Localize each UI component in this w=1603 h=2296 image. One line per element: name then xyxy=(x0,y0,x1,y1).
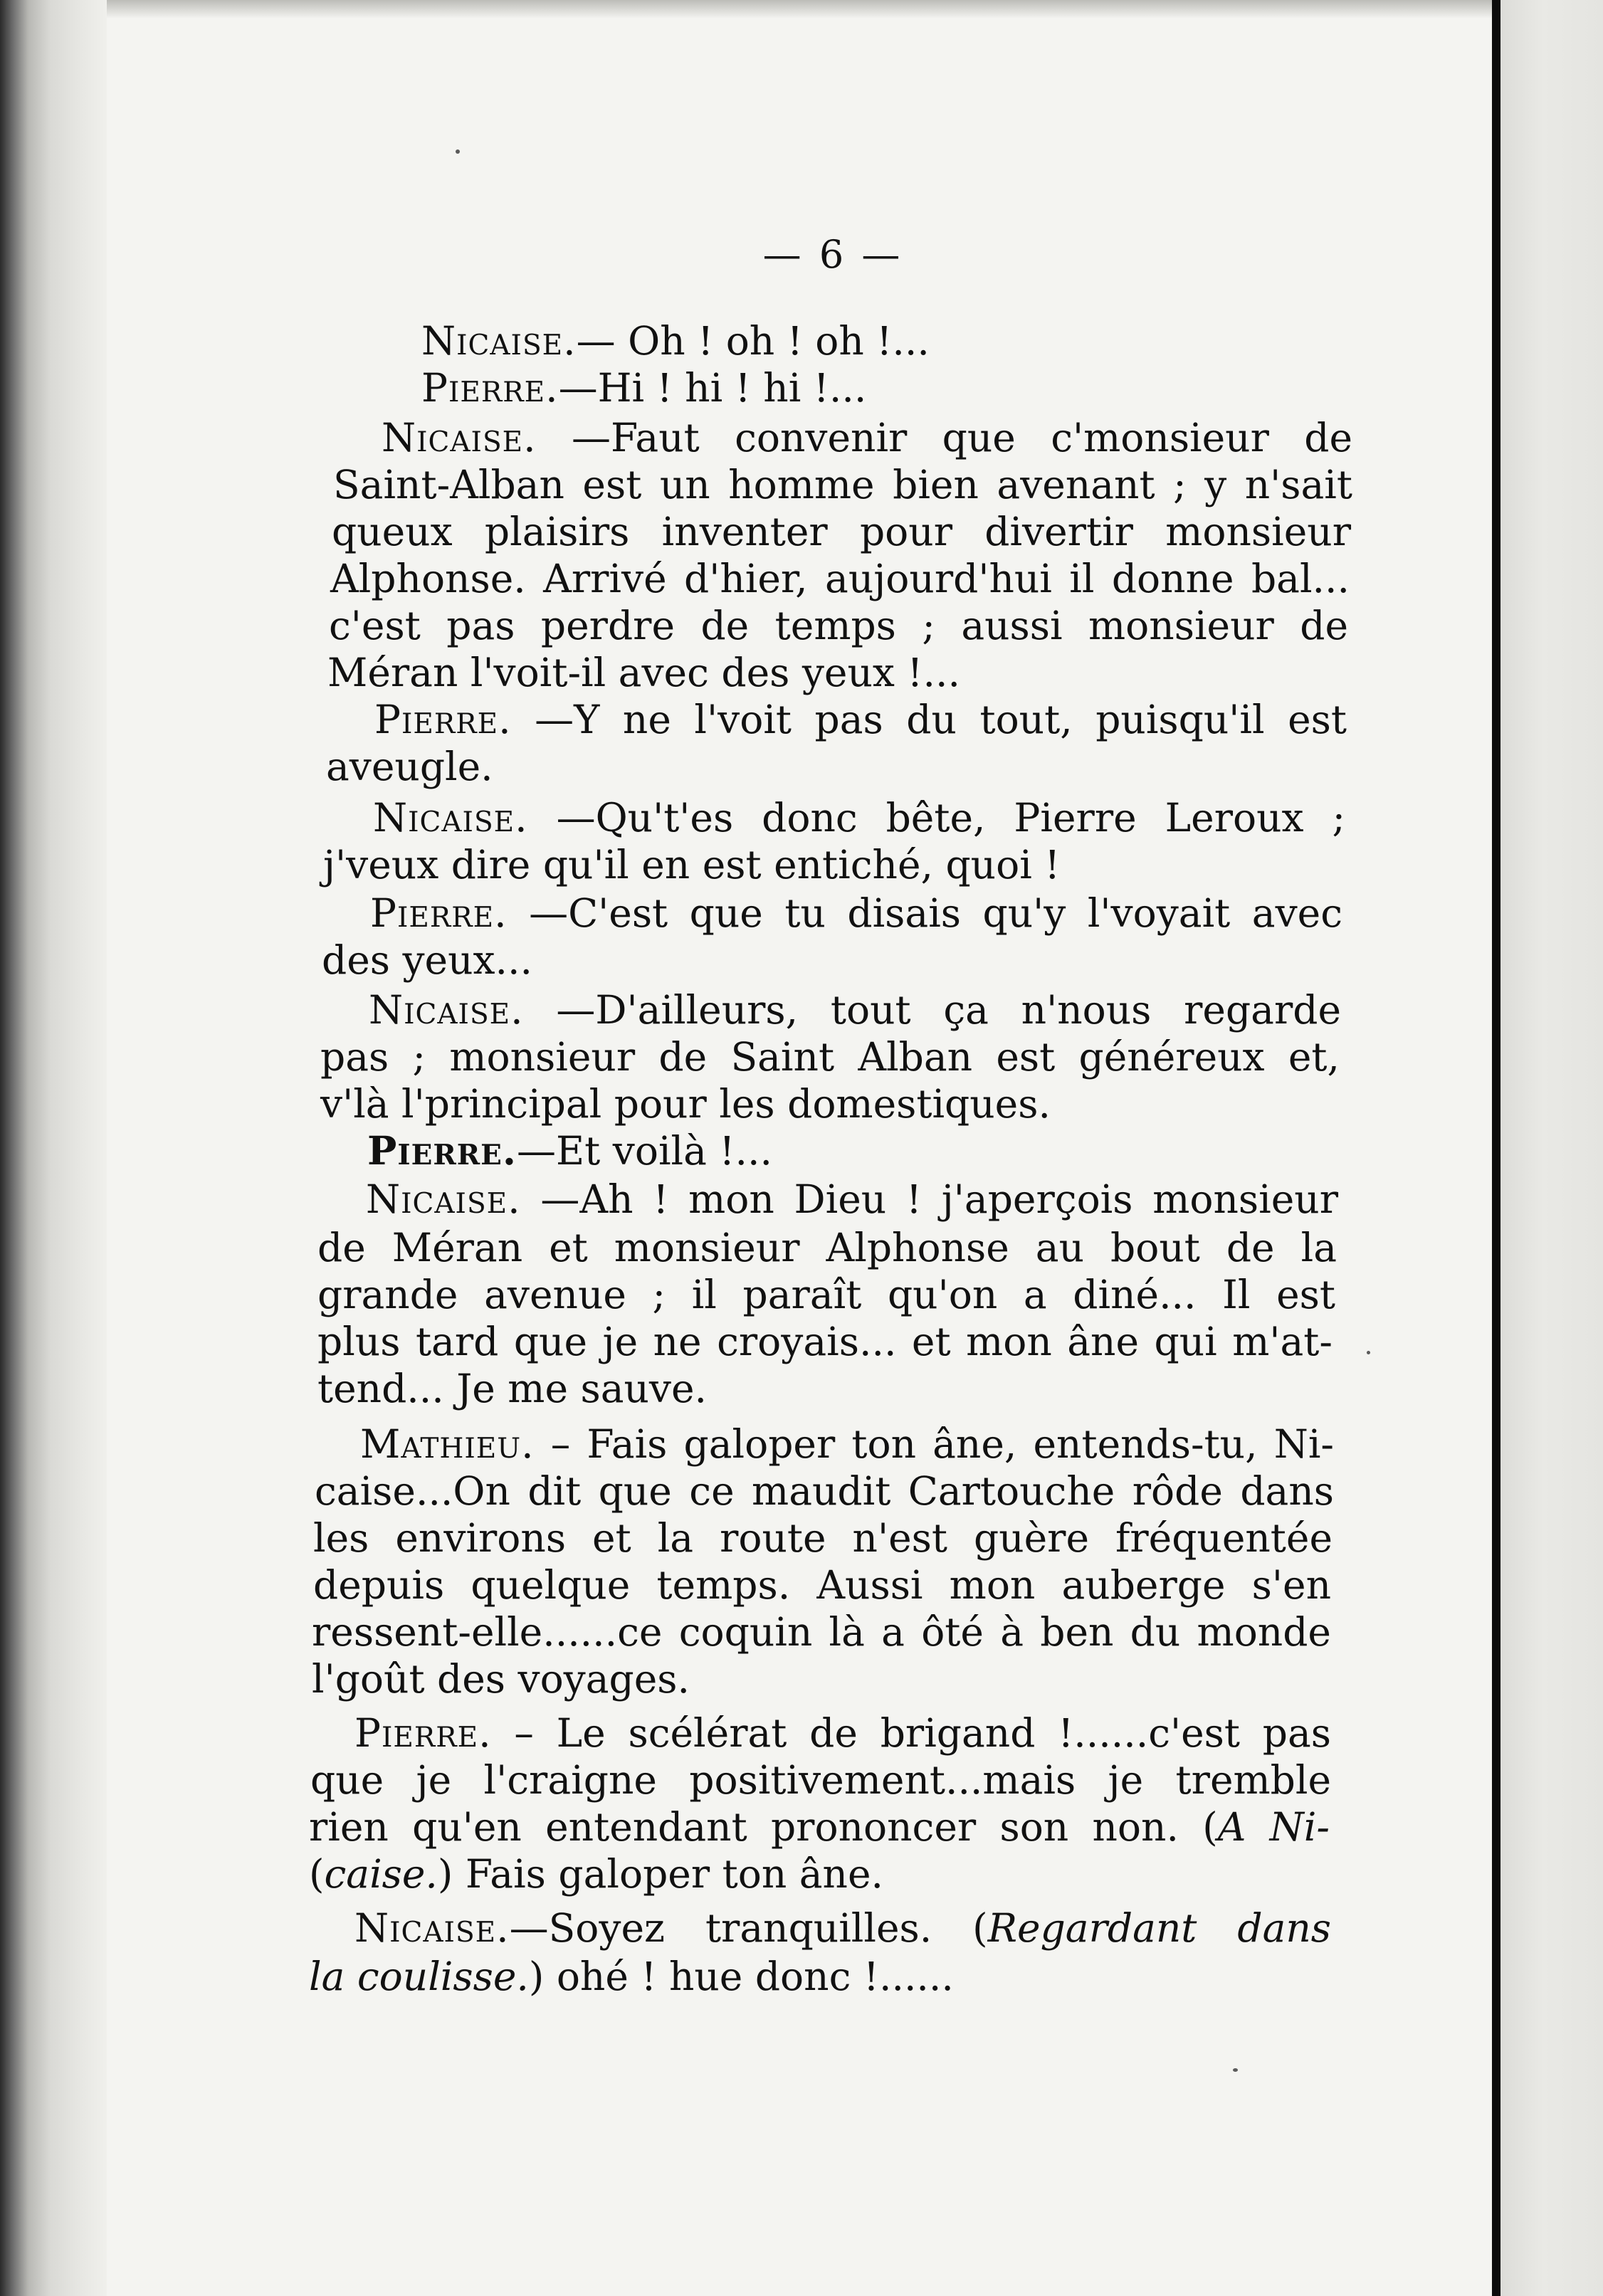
line-text: l'goût des voyages. xyxy=(312,1656,690,1702)
dialogue-line xyxy=(354,1905,1331,1952)
dialogue-line xyxy=(367,1127,1340,1174)
dialogue-line xyxy=(313,1515,1333,1562)
line-text: de Méran et monsieur Alphonse au bout de la xyxy=(317,1225,1337,1270)
dialogue-line xyxy=(320,1033,1340,1080)
dialogue-line xyxy=(317,1271,1335,1318)
binding-shadow xyxy=(0,0,107,2296)
next-page-margin xyxy=(1500,0,1603,2296)
line-text: les environs et la route n'est guère fréquentée xyxy=(313,1515,1333,1561)
speaker-name: Mathieu. xyxy=(360,1421,535,1467)
dialogue-line xyxy=(374,696,1347,743)
line-text: —Qu't'es donc bête, Pierre Leroux ; xyxy=(556,795,1345,841)
dialogue-line xyxy=(366,1176,1338,1223)
speaker-name: Pierre. xyxy=(367,1127,517,1174)
stage-direction: A Ni- xyxy=(1217,1804,1330,1850)
paper-speck xyxy=(456,149,460,154)
speaker-name: Nicaise. xyxy=(373,795,528,841)
speaker-name: Nicaise. xyxy=(366,1176,521,1222)
speaker-name: Pierre. xyxy=(374,697,512,742)
page-top-shadow xyxy=(0,0,1603,19)
dialogue-line xyxy=(373,794,1345,841)
dialogue-line xyxy=(317,1224,1337,1271)
line-text: —Hi ! hi ! hi !... xyxy=(558,365,867,411)
line-text: ) ohé ! hue donc !...... xyxy=(528,1954,954,1999)
line-text: —C'est que tu disais qu'y l'voyait avec xyxy=(529,890,1343,936)
dialogue-line xyxy=(320,1080,1340,1127)
line-text: que je l'craigne positivement...mais je tremble xyxy=(310,1757,1331,1803)
line-text: v'là l'principal pour les domestiques. xyxy=(320,1081,1051,1127)
dialogue-line xyxy=(382,364,1392,411)
line-text: grande avenue ; il paraît qu'on a diné... Il est xyxy=(317,1272,1335,1317)
page-number: — 6 — xyxy=(762,232,903,277)
line-text: —Et voilà !... xyxy=(517,1128,772,1174)
line-text: Saint-Alban est un homme bien avenant ; y n'sait xyxy=(333,462,1352,507)
dialogue-line xyxy=(332,508,1351,555)
dialogue-line xyxy=(360,1421,1334,1468)
dialogue-line xyxy=(315,1468,1334,1515)
dialogue-line xyxy=(382,317,1392,364)
stage-direction: la coulisse. xyxy=(309,1954,529,1999)
paper-speck xyxy=(1367,1351,1370,1354)
dialogue-line xyxy=(309,1803,1330,1850)
dialogue-line xyxy=(369,986,1341,1033)
dialogue-line xyxy=(322,937,1341,984)
dialogue-line xyxy=(333,461,1352,508)
dialogue-line xyxy=(382,414,1352,461)
line-text: depuis quelque temps. Aussi mon auberge s'en xyxy=(313,1562,1331,1608)
line-text: – Fais galoper ton âne, entends-tu, Ni- xyxy=(550,1421,1334,1467)
line-text: rien qu'en entendant prononcer son non. ( xyxy=(309,1804,1218,1850)
line-text: —Faut convenir que c'monsieur de xyxy=(571,415,1352,460)
dialogue-line xyxy=(329,602,1348,649)
line-text: queux plaisirs inventer pour divertir monsieur xyxy=(332,509,1351,554)
dialogue-line xyxy=(370,890,1342,937)
stage-direction: Regardant dans xyxy=(987,1905,1332,1951)
stage-direction: caise. xyxy=(324,1851,438,1897)
speaker-name: Nicaise. xyxy=(354,1905,510,1951)
line-text: plus tard que je ne croyais... et mon âne qui m'at- xyxy=(317,1319,1333,1364)
dialogue-line xyxy=(323,841,1342,888)
speaker-name: Nicaise. xyxy=(382,415,537,460)
line-text: —D'ailleurs, tout ça n'nous regarde xyxy=(556,987,1342,1033)
line-text: —Y ne l'voit pas du tout, puisqu'il est xyxy=(535,697,1347,742)
line-text: — Oh ! oh ! oh !... xyxy=(576,318,930,364)
line-text: tend... Je me sauve. xyxy=(317,1366,708,1411)
paper-speck xyxy=(1233,2068,1238,2072)
speaker-name: Pierre. xyxy=(370,890,508,936)
dialogue-line xyxy=(310,1757,1331,1803)
speaker-name: Pierre. xyxy=(354,1710,492,1756)
dialogue-line xyxy=(312,1655,1331,1702)
line-text: c'est pas perdre de temps ; aussi monsieur de xyxy=(329,603,1348,648)
line-text: —Ah ! mon Dieu ! j'aperçois monsieur xyxy=(540,1176,1339,1222)
dialogue-line xyxy=(326,743,1345,790)
dialogue-line xyxy=(330,555,1350,602)
dialogue-line: (caise.) Fais galoper ton âne. xyxy=(309,1851,883,1897)
line-text: Méran l'voit-il avec des yeux !... xyxy=(327,650,960,695)
dialogue-line xyxy=(309,1953,1330,2000)
dialogue-line xyxy=(317,1318,1333,1365)
line-text: Alphonse. Arrivé d'hier, aujourd'hui il donne bal... xyxy=(330,556,1350,601)
speaker-name: Nicaise. xyxy=(421,318,577,364)
dialogue-line xyxy=(312,1608,1331,1655)
speaker-name: Pierre. xyxy=(421,365,559,411)
line-text: pas ; monsieur de Saint Alban est généreux et, xyxy=(320,1034,1340,1080)
line-text: des yeux... xyxy=(322,937,532,983)
line-text: —Soyez tranquilles. ( xyxy=(509,1905,988,1951)
dialogue-line xyxy=(317,1365,1335,1412)
speaker-name: Nicaise. xyxy=(369,987,524,1033)
line-text: caise...On dit que ce maudit Cartouche rôde dans xyxy=(315,1468,1334,1514)
page-edge-line xyxy=(1492,0,1500,2296)
line-text: ) Fais galoper ton âne. xyxy=(437,1851,883,1897)
dialogue-line xyxy=(354,1710,1331,1757)
line-text: ressent-elle......ce coquin là a ôté à ben du monde xyxy=(312,1609,1331,1655)
dialogue-line xyxy=(327,649,1347,696)
line-text: – Le scélérat de brigand !......c'est pas xyxy=(514,1710,1331,1756)
line-text: j'veux dire qu'il en est entiché, quoi ! xyxy=(323,842,1061,888)
dialogue-line xyxy=(313,1562,1331,1608)
line-text: aveugle. xyxy=(326,744,493,789)
